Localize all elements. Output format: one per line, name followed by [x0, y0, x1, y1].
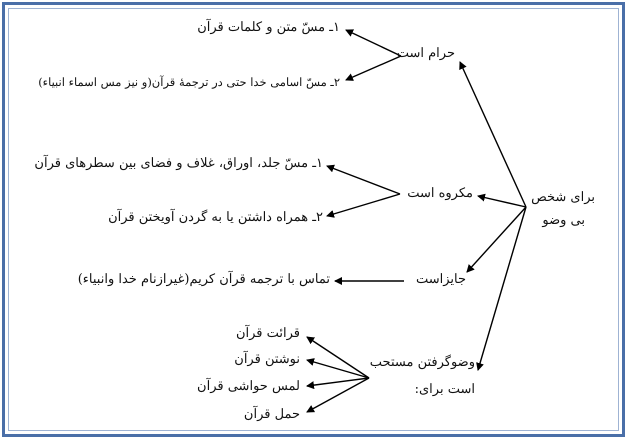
arrow-root-to-mustahab	[478, 207, 526, 370]
group-label-makruh: مکروه است	[407, 186, 473, 201]
group-label-haram: حرام است	[396, 46, 455, 61]
jaez-item-1: تماس با ترجمه قرآن کریم(غیرازنام خدا وانبیاء)	[77, 272, 330, 287]
arrow-haram-item-2	[346, 56, 401, 80]
root-label-line-1: برای شخص	[531, 190, 595, 205]
arrow-root-to-makruh	[478, 196, 526, 207]
arrow-mustahab-item-1	[307, 337, 369, 378]
mustahab-item-1: قرائت قرآن	[235, 326, 300, 341]
arrow-mustahab-item-3	[307, 378, 369, 386]
mustahab-item-4: حمل قرآن	[243, 407, 300, 422]
group-label-mustahab-line-2: است برای:	[414, 382, 475, 397]
haram-item-1: ۱ـ مسّ متن و کلمات قرآن	[197, 20, 340, 35]
arrow-haram-item-1	[346, 30, 401, 56]
arrow-mustahab-item-2	[307, 360, 369, 378]
arrow-makruh-item-1	[327, 166, 400, 194]
root-label-line-2: بی وضو	[542, 213, 585, 228]
group-label-mustahab-line-1: وضوگرفتن مستحب	[369, 355, 475, 370]
arrow-makruh-item-2	[327, 194, 400, 216]
group-label-jaez: جایزاست	[415, 272, 466, 287]
makruh-item-2: ۲ـ همراه داشتن یا به گردن آویختن قرآن	[108, 210, 323, 225]
arrow-mustahab-item-4	[307, 378, 369, 412]
mustahab-item-3: لمس حواشی قرآن	[197, 379, 300, 394]
haram-item-2: ۲ـ مسّ اسامی خدا حتی در ترجمهٔ قرآن(و نیز مس اسماء انبیاء)	[38, 75, 340, 89]
mustahab-item-2: نوشتن قرآن	[234, 352, 300, 367]
makruh-item-1: ۱ـ مسّ جلد، اوراق، غلاف و فضای بین سطرهای قرآن	[34, 156, 323, 171]
